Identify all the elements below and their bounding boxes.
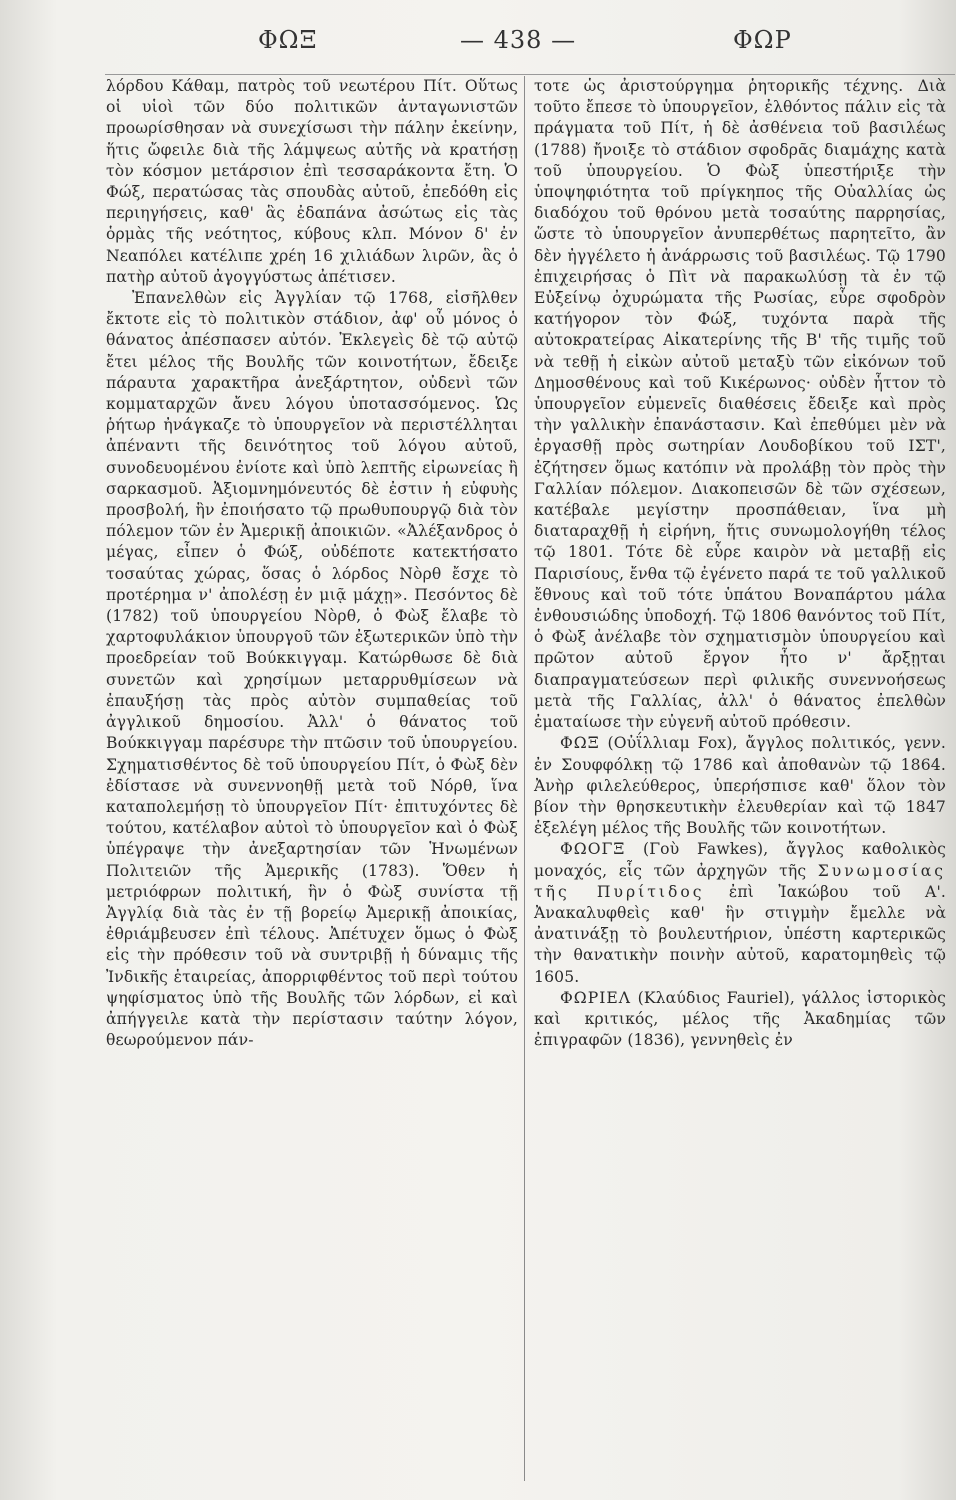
entry-headword: ΦΩΡΙΕΛ — [560, 988, 632, 1007]
entry-headword: ΦΩΞ — [560, 734, 600, 753]
left-paragraph-1: λόρδου Κάθαμ, πατρὸς τοῦ νεωτέρου Πίτ. Οὕτως οἱ υἱοὶ τῶν δύο πολιτικῶν ἀνταγωνιστῶν προωρίσθησαν νὰ συνεχίσωσι τὴν πάλην ἐκείνην, ἥτις ὤφειλε διὰ τῆς λάμψεως αὐτῆς νὰ κρατήσῃ τὸν κόσμον μετάρσιον ἐπὶ τεσσαράκοντα ἔτη. Ὁ Φώξ, περατώσας τὰς σπουδὰς αὐτοῦ, ἐπεδόθη εἰς περιηγήσεις, καθ' ἃς ἐδαπάνα ἀσώτως εἰς τὰς ὁρμὰς τῆς νεότητος, κύβους κλπ. Μόνον δ' ἐν Νεαπόλει κατέλιπε χρέη 16 χιλιάδων λιρῶν, ἃς ὁ πατὴρ αὐτοῦ ἀγογγύστως ἀπέτισεν. — [106, 77, 518, 286]
right-column — [534, 76, 946, 1051]
entry-text: (Οὐΐλλιαμ Fox), ἄγγλος πολιτικός, γενν. ἐν Σουφφόλκῃ τῷ 1786 καὶ ἀποθανὼν τῷ 1864. Ἀνὴρ φιλελεύθερος, ὑπερήσπισε καθ' ὅλον τὸν βίον τὴν θρησκευτικὴν ἐλευθερίαν καὶ τῷ 1847 ἐξελέγη μέλος τῆς Βουλῆς τῶν κοινοτήτων. — [534, 734, 947, 838]
left-paragraph-2: Ἐπανελθὼν εἰς Ἀγγλίαν τῷ 1768, εἰσῆλθεν ἔκτοτε εἰς τὸ πολιτικὸν στάδιον, ἀφ' οὗ μόνος ὁ θάνατος ἀπέσπασεν αὐτόν. Ἐκλεγεὶς δὲ τῷ αὐτῷ ἔτει μέλος τῆς Βουλῆς τῶν κοινοτήτων, ἔδειξε πάραυτα χαρακτῆρα ἀνεξάρτητον, οὐδενὶ τῶν κομματαρχῶν ἄνευ λόγου ὑποτασσόμενος. Ὡς ῥήτωρ ἠνάγκαζε τὸ ὑπουργεῖον νὰ περιστέλληται ἀπέναντι τῆς δεινότητος τοῦ λόγου αὐτοῦ, συνοδευομένου ἐνίοτε καὶ ὑπὸ λεπτῆς εἰρωνείας ἢ σαρκασμοῦ. Ἀξιομνημόνευτός δὲ ἐστιν ἡ εὐφυὴς προσβολή, ἣν ἐποιήσατο τῷ πρωθυπουργῷ διὰ τὸν πόλεμον τῶν ἐν Ἀμερικῇ ἀποικιῶν. «Ἀλέξανδρος ὁ μέγας, εἶπεν ὁ Φώξ, οὐδέποτε κατεκτήσατο τοσαύτας χώρας, ὅσας ὁ λόρδος Νὸρθ ἔσχε τὸ προτέρημα ν' ἀπολέσῃ ἐν μιᾷ μάχῃ». Πεσόντος δὲ (1782) τοῦ ὑπουργείου Νὸρθ, ὁ Φὼξ ἔλαβε τὸ χαρτοφυλάκιον ὑπουργοῦ τῶν ἐξωτερικῶν ὑπὸ τὴν προεδρείαν τοῦ Βούκκιγγαμ. Κατώρθωσε δὲ διὰ συνετῶν καὶ χρησίμων μεταρρυθμίσεων νὰ ἐπαυξήσῃ τὰς πρὸς αὐτὸν συμπαθείας τοῦ ἀγγλικοῦ δημοσίου. Ἀλλ' ὁ θάνατος τοῦ Βούκκιγγαμ παρέσυρε τὴν πτῶσιν τοῦ ὑπουργείου. Σχηματισθέντος δὲ τοῦ ὑπουργείου Πίτ, ὁ Φὼξ δὲν ἐδίστασε νὰ συνεννοηθῇ μετὰ τοῦ Νόρθ, ἵνα καταπολεμήσῃ τὸ ὑπουργεῖον Πίτ· ἐπιτυχόντες δὲ τούτου, κατέλαβον αὐτοὶ τὸ ὑπουργεῖον καὶ ὁ Φὼξ ὑπέγραψε τὴν ἀνεξαρτησίαν τῶν Ἡνωμένων Πολιτειῶν τῆς Ἀμερικῆς (1783). Ὅθεν ἡ μετριόφρων πολιτική, ἣν ὁ Φὼξ συνίστα τῇ Ἀγγλίᾳ διὰ τὰς ἐν τῇ βορείῳ Ἀμερικῇ ἀποικίας, ἐθριάμβευσεν ἐπὶ τέλους. Ἀπέτυχεν ὅμως ὁ Φὼξ εἰς τὴν πρόθεσιν τοῦ νὰ συντριβῇ ἡ δύναμις τῆς Ἰνδικῆς ἑταιρείας, ἀπορριφθέντος τοῦ περὶ τούτου ψηφίσματος ὑπὸ τῆς Βουλῆς τῶν λόρδων, εἰ καὶ ἀπήγγειλε κατὰ τὴν περίστασιν ταύτην λόγον, θεωρούμενον πάν- — [106, 289, 518, 1050]
entry-headword: ΦΩΟΓΞ — [560, 840, 626, 859]
entry-text: ἐπὶ Ἰακώβου τοῦ Α'. Ἀνακαλυφθεὶς καθ' ἣν στιγμὴν ἔμελλε νὰ ἀνατινάξῃ τὸ βουλευτήριον, ὑπέστη καρτερικῶς τὴν θανατικὴν ποινὴν αὐτοῦ, καρατομηθεὶς τῷ 1605. — [534, 882, 947, 986]
page-header — [0, 26, 956, 66]
header-rule — [105, 74, 955, 75]
entry-emphasis: Συνωμοσίας τῆς Πυρίτιδος — [534, 861, 946, 901]
header-left-guide-word: ΦΩΞ — [258, 26, 318, 54]
entry-text: (Κλαύδιος Fauriel), γάλλος ἱστορικὸς καὶ κριτικός, μέλος τῆς Ἀκαδημίας τῶν ἐπιγραφῶν (1836), γεννηθεὶς ἐν — [534, 988, 947, 1050]
left-column — [106, 76, 518, 1051]
header-right-guide-word: ΦΩΡ — [733, 26, 792, 54]
column-divider — [524, 76, 525, 1481]
right-paragraph-1: τοτε ὡς ἀριστούργημα ῥητορικῆς τέχνης. Διὰ τοῦτο ἔπεσε τὸ ὑπουργεῖον, ἐλθόντος πάλιν εἰς τὰ πράγματα τοῦ Πίτ, ἡ δὲ ἀσθένεια τοῦ βασιλέως (1788) ἤνοιξε τὸ στάδιον σφοδρᾶς διαμάχης κατὰ τοῦ ὑπουργείου. Ὁ Φὼξ ὑπεστήριξε τὴν ὑποψηφιότητα τοῦ πρίγκηπος τῆς Οὐαλλίας ὡς διαδόχου τοῦ θρόνου μετὰ τοσαύτης παρρησίας, ὥστε τὸ ὑπουργεῖον ἀνυπερθέτως παρητεῖτο, ἂν δὲν ἠγγέλετο ἡ ἀνάρρωσις τοῦ βασιλέως. Τῷ 1790 ἐπιχειρήσας ὁ Πὶτ νὰ παρακωλύσῃ τὰ ἐν τῷ Εὐξείνῳ ὀχυρώματα τῆς Ρωσίας, εὗρε σφοδρὸν κατήγορον τὸν Φώξ, τυχόντα παρὰ τῆς αὐτοκρατείρας Αἰκατερίνης τῆς Β' τῆς τιμῆς τοῦ νὰ τεθῇ ἡ εἰκὼν αὐτοῦ μεταξὺ τῶν εἰκόνων τοῦ Δημοσθένους καὶ τοῦ Κικέρωνος· οὐδὲν ἧττον τὸ ὑπουργεῖον εὐμενεῖς διαθέσεις ἔδειξε καὶ πρὸς τὴν γαλλικὴν ἐπανάστασιν. Καὶ ἐπεθύμει μὲν νὰ ἐργασθῇ πρὸς σωτηρίαν Λουδοβίκου τοῦ ΙΣΤ', ἐζήτησεν ὅμως κατόπιν νὰ προλάβῃ τὸν πρὸς τὴν Γαλλίαν πόλεμον. Διακοπεισῶν δὲ τῶν σχέσεων, κατέβαλε μεγίστην προσπάθειαν, ἵνα μὴ διαταραχθῇ ἡ εἰρήνη, ἥτις συνωμολογήθη τέλος τῷ 1801. Τότε δὲ εὗρε καιρὸν νὰ μεταβῇ εἰς Παρισίους, ἔνθα τῷ ἐγένετο παρά τε τοῦ γαλλικοῦ ἔθνους καὶ τοῦ τότε ὑπάτου Βοναπάρτου μάλα ἐνθουσιώδης ὑποδοχή. Τῷ 1806 θανόντος τοῦ Πίτ, ὁ Φὼξ ἀνέλαβε τὸν σχηματισμὸν ὑπουργείου καὶ πρῶτον αὐτοῦ ἔργον ἦτο ν' ἄρξῃται διαπραγματεύσεων περὶ φιλικῆς συνεννοήσεως μετὰ τῆς Γαλλίας, ἀλλ' ὁ θάνατος ἐπελθὼν ἐματαίωσε τὴν εὐγενῆ αὐτοῦ πρόθεσιν. — [534, 77, 946, 732]
entry-fauriel — [534, 988, 946, 1052]
entry-text: (Γοὺ Fawkes), ἄγγλος καθολικὸς μοναχός, εἷς τῶν ἀρχηγῶν τῆς — [534, 840, 946, 880]
entry-fox-william — [534, 733, 946, 839]
entry-fawkes — [534, 839, 946, 987]
page-number: — 438 — — [460, 26, 577, 54]
